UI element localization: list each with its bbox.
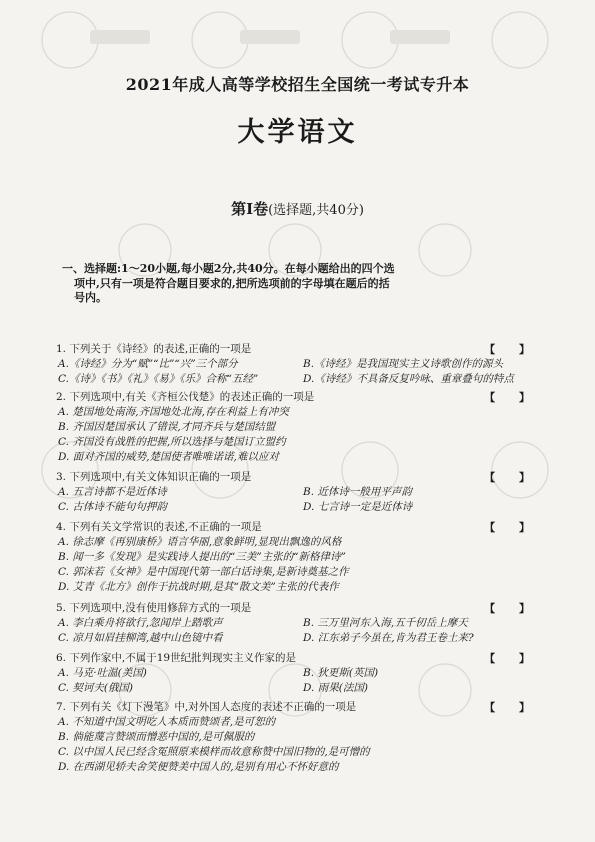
- question-stem: 4. 下列有关文学常识的表述,不正确的一项是: [56, 521, 262, 533]
- section-heading: [0, 198, 595, 219]
- option-d: D. 江东弟子今虽在,肯为君王卷土来?: [303, 632, 474, 644]
- option-d: D. 七言诗一定是近体诗: [303, 501, 413, 513]
- instructions-line-3: 号内。: [74, 291, 107, 304]
- option-c: C. 凉月如眉挂柳湾,越中山色镜中看: [58, 632, 223, 644]
- option-d: D. 雨果(法国): [303, 682, 368, 694]
- option-c: C.《诗》《书》《礼》《易》《乐》合称“五经”: [58, 373, 259, 385]
- question-5: [56, 601, 546, 646]
- option-a: A. 徐志摩《再别康桥》语言华丽,意象鲜明,显现出飘逸的风格: [58, 536, 342, 548]
- option-a: A. 五言诗都不是近体诗: [58, 486, 167, 498]
- question-2: [56, 390, 546, 465]
- option-b: B. 狄更斯(英国): [303, 667, 379, 679]
- question-stem: 5. 下列选项中,没有使用修辞方式的一项是: [56, 602, 252, 614]
- exam-title: 2021年成人高等学校招生全国统一考试专升本: [125, 75, 470, 94]
- answer-bracket[interactable]: 【 】: [484, 701, 540, 714]
- option-c: C. 以中国人民已经含冤照原来模样而故意称赞中国旧物的,是可憎的: [58, 746, 370, 758]
- answer-bracket[interactable]: 【 】: [484, 521, 540, 534]
- question-stem: 3. 下列选项中,有关文体知识正确的一项是: [56, 471, 252, 483]
- answer-bracket[interactable]: 【 】: [484, 343, 540, 356]
- option-c: C. 古体诗不能句句押韵: [58, 501, 167, 513]
- option-d: D. 在西湖见轿夫舍笑便赞美中国人的,是别有用心不怀好意的: [58, 761, 339, 773]
- question-stem: 7. 下列有关《灯下漫笔》中,对外国人态度的表述不正确的一项是: [56, 701, 357, 713]
- option-b: B. 近体诗一般用平声韵: [303, 486, 412, 498]
- option-c: C. 齐国没有战胜的把握,所以选择与楚国订立盟约: [58, 436, 286, 448]
- option-d: D. 面对齐国的威势,楚国使者唯唯诺诺,难以应对: [58, 451, 279, 463]
- answer-bracket[interactable]: 【 】: [484, 602, 540, 615]
- option-b: B.《诗经》是我国现实主义诗歌创作的源头: [303, 358, 504, 370]
- option-a: A. 马克·吐温(美国): [58, 667, 147, 679]
- question-stem: 6. 下列作家中,不属于19世纪批判现实主义作家的是: [56, 652, 297, 664]
- option-b: B. 齐国因楚国承认了错误,才同齐兵与楚国结盟: [58, 421, 276, 433]
- question-3: [56, 470, 546, 515]
- question-1: [56, 342, 546, 387]
- option-b: B. 闻一多《发现》是实践诗人提出的“三美”主张的“新格律诗”: [58, 551, 346, 563]
- question-7: [56, 700, 546, 775]
- question-stem: 2. 下列选项中,有关《齐桓公伐楚》的表述正确的一项是: [56, 391, 315, 403]
- instructions-line-2: 项中,只有一项是符合题目要求的,把所选项前的字母填在题后的括: [74, 276, 390, 290]
- question-stem: 1. 下列关于《诗经》的表述,正确的一项是: [56, 343, 252, 355]
- option-d: D.《诗经》不具备反复吟咏、重章叠句的特点: [303, 373, 514, 385]
- section-note: (选择题,共40分): [268, 203, 364, 218]
- option-a: A. 李白乘舟将欲行,忽闻岸上踏歌声: [58, 617, 223, 629]
- option-c: C. 郭沫若《女神》是中国现代第一部白话诗集,是新诗奠基之作: [58, 566, 349, 578]
- instructions-line-1: 一、选择题:1～20小题,每小题2分,共40分。在每小题给出的四个选: [62, 262, 395, 275]
- question-4: [56, 520, 546, 595]
- option-a: A. 不知道中国文明吃人本质而赞颂者,是可恕的: [58, 716, 276, 728]
- answer-bracket[interactable]: 【 】: [484, 471, 540, 484]
- option-a: A. 楚国地处南海,齐国地处北海,存在利益上有冲突: [58, 406, 289, 418]
- option-b: B. 倘能蔑言赞颂而憎恶中国的,是可佩服的: [58, 731, 255, 743]
- instructions: [62, 262, 532, 306]
- option-a: A.《诗经》分为“赋”“比”“兴”三个部分: [58, 358, 238, 370]
- subject-title: 大学语文: [237, 117, 358, 148]
- question-6: [56, 651, 546, 696]
- option-d: D. 艾青《北方》创作于抗战时期,是其“散文美”主张的代表作: [58, 581, 339, 593]
- option-c: C. 契诃夫(俄国): [58, 682, 134, 694]
- answer-bracket[interactable]: 【 】: [484, 391, 540, 404]
- answer-bracket[interactable]: 【 】: [484, 652, 540, 665]
- section-title: 第Ⅰ卷: [231, 200, 269, 218]
- option-b: B. 三万里河东入海,五千仞岳上摩天: [303, 617, 468, 629]
